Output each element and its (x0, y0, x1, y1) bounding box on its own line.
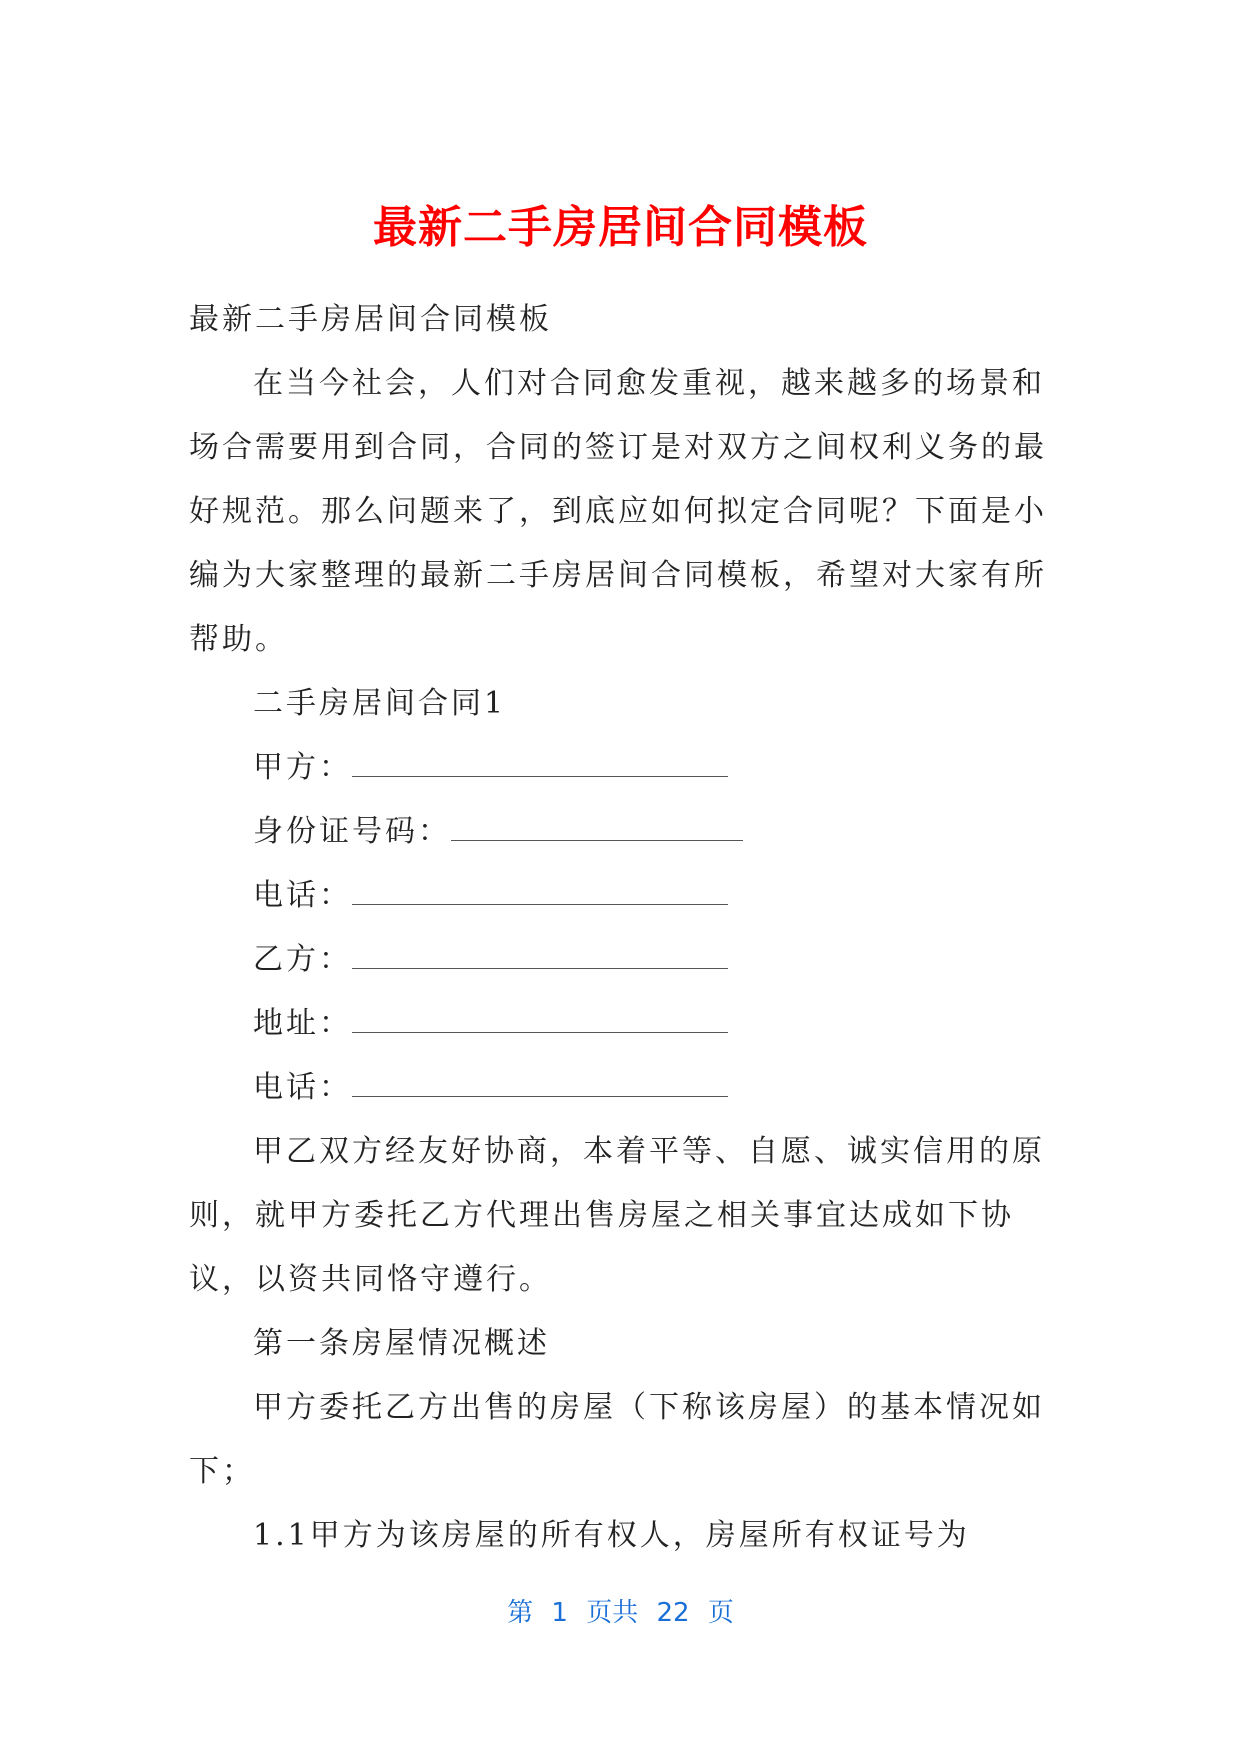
page-footer: 第 1 页共 22 页 (507, 1598, 734, 1628)
article-1-text: 甲方委托乙方出售的房屋（下称该房屋）的基本情况如下； (189, 1390, 1045, 1489)
agreement-paragraph: 甲乙双方经友好协商，本着平等、自愿、诚实信用的原则，就甲方委托乙方代理出售房屋之相关事宜达成如下协议，以资共同恪守遵行。 (189, 1134, 1045, 1297)
field-label: 身份证号码： (253, 814, 451, 849)
field-id-number (189, 800, 1049, 864)
document-subtitle: 最新二手房居间合同模板 (189, 302, 552, 337)
intro-paragraph: 在当今社会，人们对合同愈发重视，越来越多的场景和场合需要用到合同，合同的签订是对双方之间权利义务的最好规范。那么问题来了，到底应如何拟定合同呢？下面是小编为大家整理的最新二手房居间合同模板，希望对大家有所帮助。 (189, 366, 1047, 657)
blank-line (352, 882, 728, 905)
field-label: 甲方： (253, 750, 352, 785)
article-1-title: 第一条房屋情况概述 (253, 1326, 550, 1361)
field-phone-b (189, 1056, 1049, 1120)
blank-line (451, 818, 743, 841)
field-label: 乙方： (253, 942, 352, 977)
clause-1-1: 1.1甲方为该房屋的所有权人，房屋所有权证号为 (253, 1518, 970, 1553)
field-label: 电话： (253, 1070, 352, 1105)
field-label: 电话： (253, 878, 352, 913)
field-party-b (189, 928, 1049, 992)
document-body (189, 288, 1049, 1568)
blank-line (352, 1074, 728, 1097)
field-party-a (189, 736, 1049, 800)
document-title: 最新二手房居间合同模板 (373, 202, 868, 253)
field-phone-a (189, 864, 1049, 928)
field-label: 地址： (253, 1006, 352, 1041)
blank-line (352, 754, 728, 777)
contract-heading: 二手房居间合同1 (253, 686, 507, 721)
field-address (189, 992, 1049, 1056)
blank-line (352, 1010, 728, 1033)
blank-line (352, 946, 728, 969)
